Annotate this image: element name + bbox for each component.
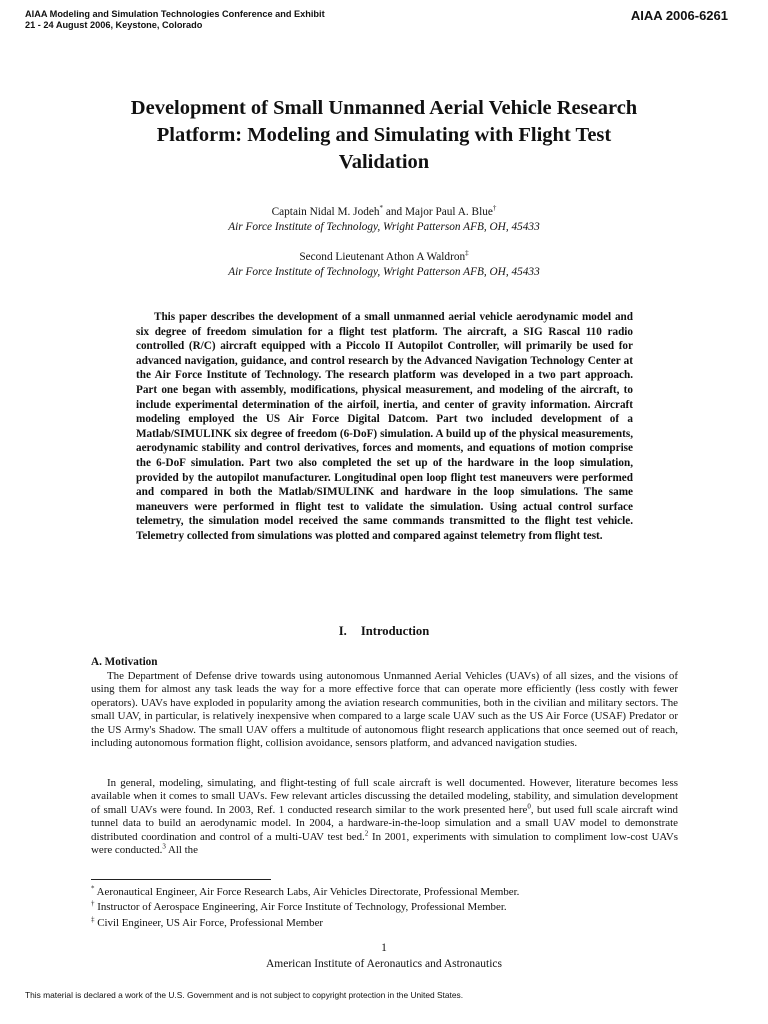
footnote: * Aeronautical Engineer, Air Force Research Labs, Air Vehicles Directorate, Professional Member. [91,884,520,898]
subsection-heading: A. Motivation [91,656,158,668]
section-title: Introduction [360,624,430,638]
reference-mark: 2 [364,829,369,837]
page-number: 1 [381,942,387,954]
footnote: † Instructor of Aerospace Engineering, Air Force Institute of Technology, Professional Member. [91,899,507,913]
footnote-divider [91,879,271,880]
conference-name: AIAA Modeling and Simulation Technologies Conference and Exhibit [25,9,325,19]
author-block-2 [60,250,708,280]
abstract: This paper describes the development of a small unmanned aerial vehicle aerodynamic model and six degree of freedom simulation for a flight test platform. The aircraft, a SIG Rascal 110 radio controlled (R/C) aircraft equipped with a Piccolo II Autopilot Controller, will primarily be used for advanced navigation, guidance, and control research by the Advanced Navigation Technology Center at the Air Force Institute of Technology. The research platform was developed in a two part approach. Part one began with assembly, modifications, physical measurement, and modeling of the aircraft, to include experimental determination of the airfoil, inertia, and center of gravity information. Aircraft modeling employed the US Air Force Digital Datcom. Part two included development of a Matlab/SIMULINK six degree of freedom (6-DoF) simulation. A build up of the physical measurements, aerodynamic stability and control derivatives, forces and moments, and equations of motion comprise the 6-DoF simulation. Part two also completed the set up of the hardware in the loop simulation, provided by the autopilot manufacturer. Longitudinal open loop flight test maneuvers were performed and compared in both the Matlab/SIMULINK and hardware in the loop simulations. The same maneuvers were performed in flight test to validate the simulation. Using actual control surface telemetry, the simulation model received the same commands transmitted to the flight test vehicle. Telemetry collected from simulations was plotted and compared against telemetry from flight test. [136,311,633,542]
reference-mark: 0 [527,802,531,811]
conference-dates: 21 - 24 August 2006, Keystone, Colorado [25,20,203,30]
footnote-mark: ‡ [465,249,469,258]
footnote-mark: * [91,884,95,893]
footnote-mark: † [492,204,497,213]
footnote-mark: † [91,899,95,908]
author-affiliation: Air Force Institute of Technology, Wright Patterson AFB, OH, 45433 [228,266,540,278]
footnote-mark: * [379,204,384,213]
author-block-1 [60,205,708,235]
footnote: ‡ Civil Engineer, US Air Force, Professional Member [91,915,324,929]
section-number: I. [338,624,347,638]
title-line: Development of Small Unmanned Aerial Vehicle Research [130,97,638,119]
title-line: Validation [338,151,430,173]
body-paragraph: The Department of Defense drive towards using autonomous Unmanned Aerial Vehicles (UAVs) of all sizes, and the visions of using them for almost any task leads the way for a more effective force that can operate more efficiently (less costly with fewer operators). UAVs have exploded in popularity among the aviation research communities, both in the civilian and military sectors. The small UAV, in particular, is relatively inexpensive when compared to a large scale UAV such as the US Air Force (USAF) Predator or the US Army's Shadow. The small UAV offers a multitude of autonomous flight research applications that once seemed out of reach, including autonomous formation flight, collision avoidance, sensors platform, and advanced navigation studies. [91,670,678,750]
reference-mark: 3 [162,842,166,851]
publisher-line: American Institute of Aeronautics and Astronautics [265,958,502,970]
document-number: AIAA 2006-6261 [630,8,728,23]
body-paragraph: In general, modeling, simulating, and flight-testing of full scale aircraft is well documented. However, literature becomes less available when it comes to small UAVs. Few relevant articles discussing the detailed modeling, stability, and simulation development of small UAVs were found. In 2003, Ref. 1 conducted research similar to the work presented here$^0$, but used full scale aircraft wind tunnel data to build an aerodynamic model. In 2004, a hardware-in-the-loop simulation and a small UAV model to demonstrate distributed coordination and control of a multi-UAV test bed.$^2$ In 2001, experiments with simulation to compliment low-cost UAVs were conducted.$^3$ All the [91,777,678,857]
title-line: Platform: Modeling and Simulating with Flight Test [156,124,612,146]
conference-header [25,9,325,31]
footnote-mark: ‡ [91,915,95,924]
section-heading [60,624,708,639]
author-names: Second Lieutenant Athon A Waldron‡ [299,249,469,263]
paper-title [60,95,708,176]
author-affiliation: Air Force Institute of Technology, Wright Patterson AFB, OH, 45433 [228,221,540,233]
copyright-notice: This material is declared a work of the U.S. Government and is not subject to copyright protection in the United States. [25,990,464,1000]
author-names: Captain Nidal M. Jodeh* and Major Paul A. Blue† [271,204,497,218]
